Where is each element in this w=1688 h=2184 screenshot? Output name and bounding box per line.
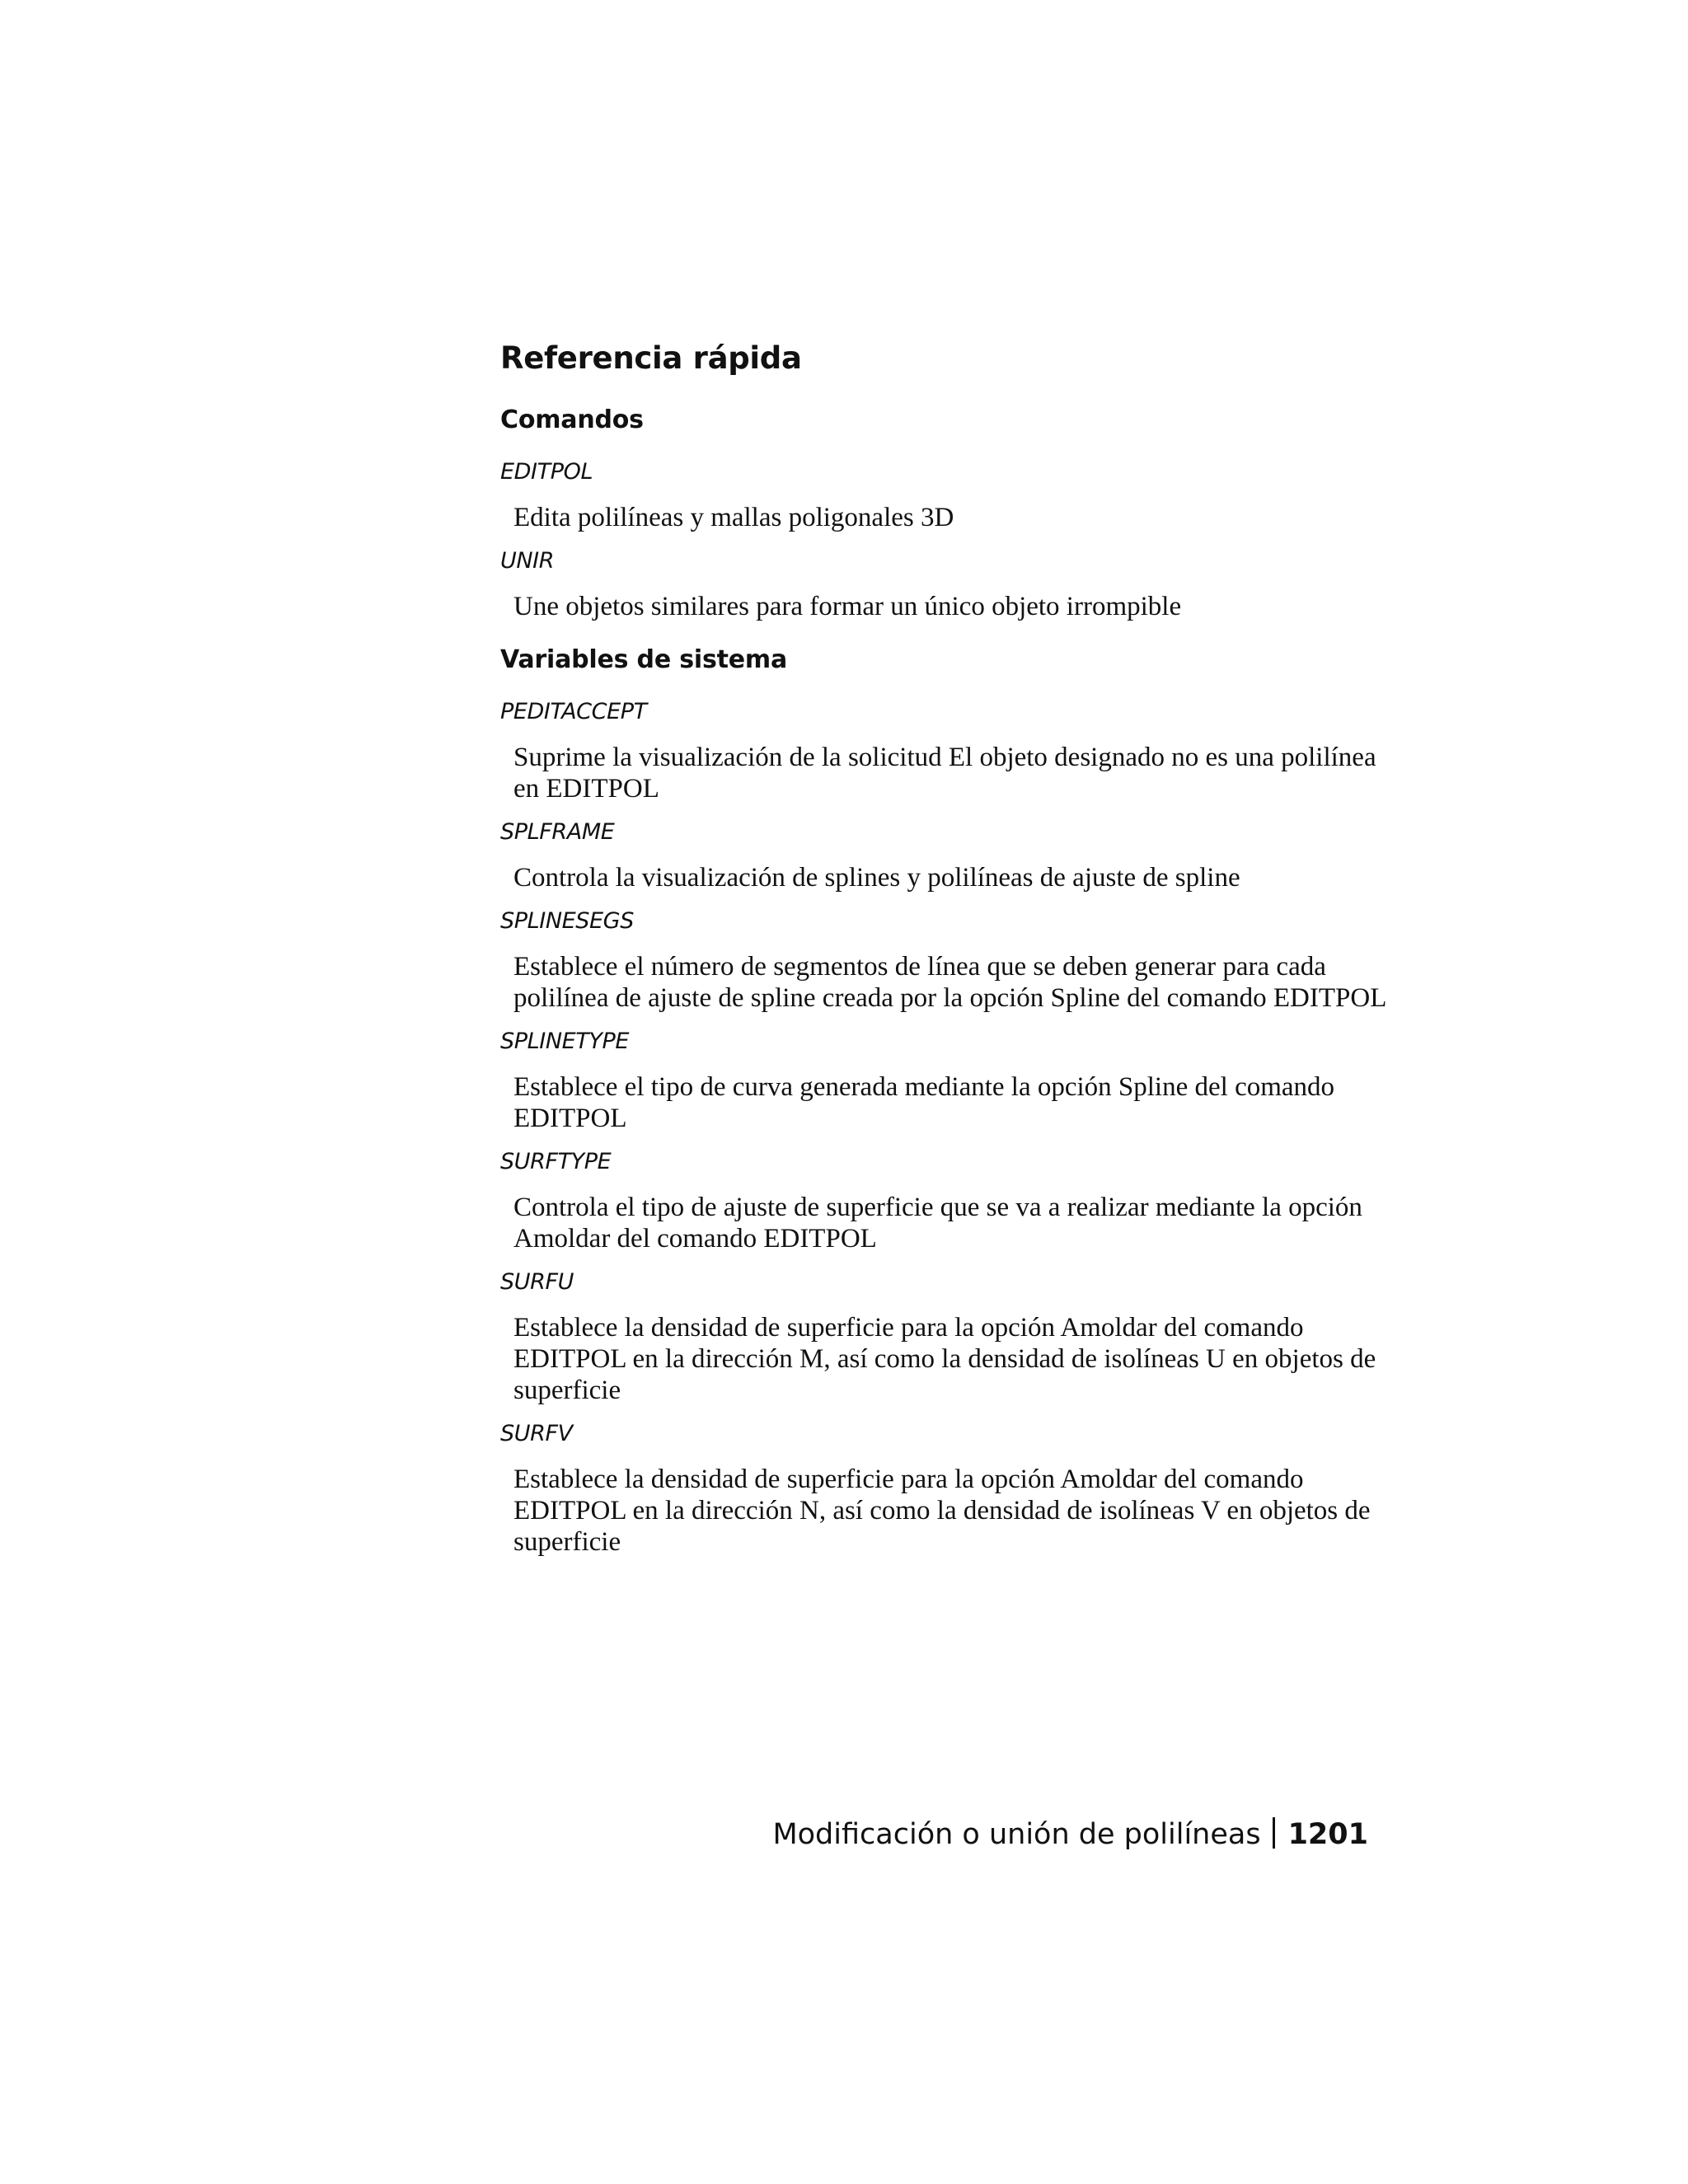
variable-description: Establece el tipo de curva generada mediante la opción Spline del comando EDITPOL — [513, 1072, 1335, 1133]
variable-description: Establece el número de segmentos de línea que se deben generar para cada polilínea de ajuste de spline creada por la opción Spline del comando EDITPOL — [513, 952, 1387, 1013]
page-footer — [772, 1816, 1368, 1854]
command-description: Une objetos similares para formar un único objeto irrompible — [513, 592, 1182, 621]
variables-heading: Variables de sistema — [500, 645, 788, 674]
variable-description: Establece la densidad de superficie para la opción Amoldar del comando EDITPOL en la dirección N, así como la densidad de isolíneas V en objetos de superficie — [513, 1465, 1371, 1557]
page-number: 1201 — [1287, 1818, 1368, 1851]
footer-separator — [1273, 1817, 1275, 1849]
variable-description: Controla la visualización de splines y polilíneas de ajuste de spline — [513, 863, 1240, 893]
footer-section-title: Modificación o unión de polilíneas — [772, 1818, 1261, 1851]
variable-term: SPLFRAME — [500, 819, 615, 845]
command-term: UNIR — [500, 548, 555, 574]
variable-term: SURFU — [500, 1269, 574, 1295]
variable-term: SPLINETYPE — [500, 1029, 630, 1054]
command-description: Edita polilíneas y mallas poligonales 3D — [513, 503, 954, 532]
variable-term: SURFTYPE — [500, 1149, 612, 1174]
variable-description: Suprime la visualización de la solicitud El objeto designado no es una polilínea en EDITPOL — [513, 743, 1376, 804]
variables-list — [500, 697, 1390, 1558]
section-heading: Referencia rápida — [500, 340, 802, 376]
commands-heading: Comandos — [500, 405, 644, 434]
variable-description: Controla el tipo de ajuste de superficie que se va a realizar mediante la opción Amoldar del comando EDITPOL — [513, 1193, 1362, 1254]
variable-term: PEDITACCEPT — [500, 699, 647, 724]
variable-term: SPLINESEGS — [500, 908, 634, 934]
command-term: EDITPOL — [500, 459, 593, 485]
content-column — [500, 338, 1390, 1571]
commands-list — [500, 457, 1390, 622]
variable-description: Establece la densidad de superficie para la opción Amoldar del comando EDITPOL en la dirección M, así como la densidad de isolíneas U en objetos de superficie — [513, 1313, 1376, 1405]
variable-term: SURFV — [500, 1421, 573, 1446]
